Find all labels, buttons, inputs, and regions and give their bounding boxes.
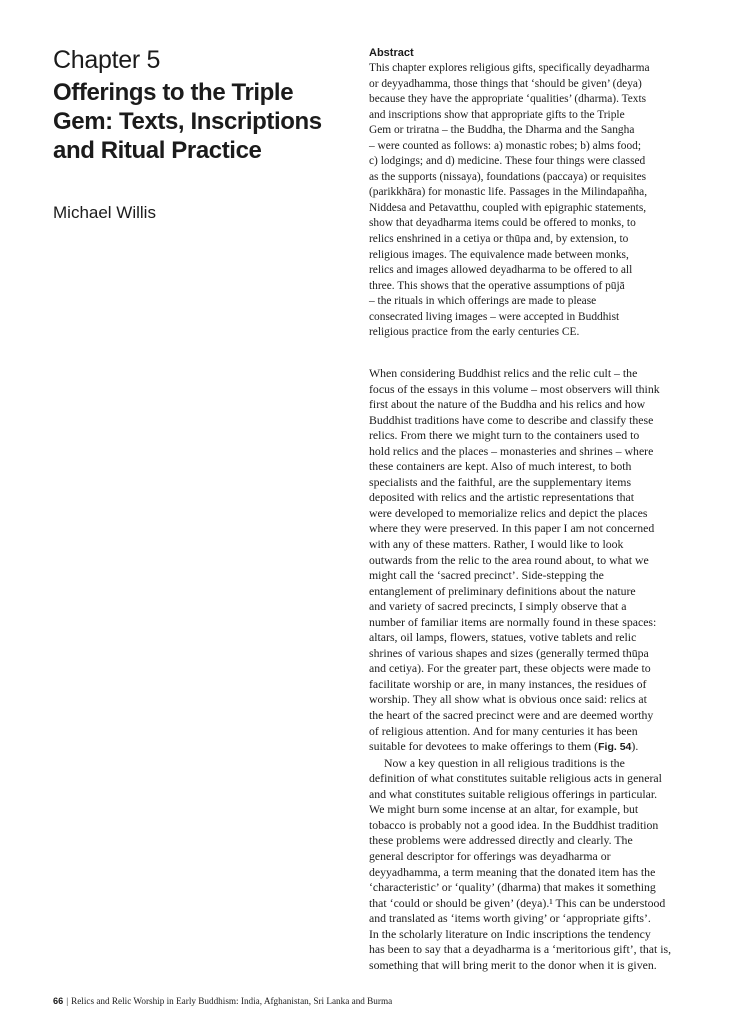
text-line: these containers are kept. Also of much interest, to both bbox=[369, 459, 632, 474]
figure-reference[interactable]: Fig. 54 bbox=[598, 741, 632, 754]
text-line: has been to say that a deyadharma is a ‘meritorious gift’, that is, bbox=[369, 942, 672, 957]
abstract-text bbox=[369, 61, 699, 341]
abstract-line: because they have the appropriate ‘qualities’ (dharma). Texts bbox=[369, 93, 647, 106]
text-line: were developed to memorialize relics and depict the places bbox=[369, 505, 648, 520]
text-line: altars, oil lamps, flowers, statues, votive tablets and relic bbox=[369, 630, 637, 645]
abstract-line: – were counted as follows: a) monastic robes; b) alms food; bbox=[369, 139, 642, 152]
text-line: these problems were addressed directly and clearly. The bbox=[369, 833, 633, 848]
chapter-heading-block bbox=[53, 46, 353, 223]
book-title: Relics and Relic Worship in Early Buddhism: India, Afghanistan, Sri Lanka and Burma bbox=[71, 996, 393, 1006]
abstract-line: – the rituals in which offerings are made to please bbox=[369, 295, 597, 308]
body-text bbox=[369, 366, 699, 973]
text-line: definition of what constitutes suitable religious acts in general bbox=[369, 771, 662, 786]
text-line: and cetiya). For the greater part, these objects were made to bbox=[369, 661, 651, 676]
chapter-title-line: Gem: Texts, Inscriptions bbox=[53, 108, 322, 135]
text-line: something that will bring merit to the donor when it is given. bbox=[369, 957, 657, 972]
text-line: tobacco is probably not a good idea. In the Buddhist tradition bbox=[369, 817, 659, 832]
paragraph-1 bbox=[369, 366, 699, 756]
text-line: facilitate worship or are, in many instances, the residues of bbox=[369, 676, 647, 691]
chapter-label: Chapter 5 bbox=[53, 46, 161, 74]
text-line: worship. They all show what is obvious once said: relics at bbox=[369, 692, 647, 707]
chapter-title bbox=[53, 78, 353, 165]
abstract-heading: Abstract bbox=[369, 47, 414, 59]
text-line: and translated as ‘items worth giving’ or ‘appropriate gifts’. bbox=[369, 911, 651, 926]
text-line: Now a key question in all religious traditions is the bbox=[384, 755, 625, 770]
abstract-line: c) lodgings; and d) medicine. These four things were classed bbox=[369, 155, 646, 168]
text-line: of religious attention. And for many centuries it has been bbox=[369, 723, 638, 738]
abstract-line: relics enshrined in a cetiya or thūpa and, by extension, to bbox=[369, 233, 629, 246]
text-line: entanglement of preliminary definitions about the nature bbox=[369, 583, 636, 598]
text-line: general descriptor for offerings was deyadharma or bbox=[369, 848, 611, 863]
abstract-line: consecrated living images – were accepted in Buddhist bbox=[369, 310, 620, 323]
abstract-line: and inscriptions show that appropriate gifts to the Triple bbox=[369, 108, 625, 121]
abstract-line: religious images. The equivalence made between monks, bbox=[369, 248, 629, 261]
text-line: In the scholarly literature on Indic inscriptions the tendency bbox=[369, 926, 651, 941]
author-name: Michael Willis bbox=[53, 203, 156, 222]
text-line: where they were preserved. In this paper I am not concerned bbox=[369, 521, 655, 536]
text-line: and what constitutes suitable religious offerings in particular. bbox=[369, 786, 658, 801]
text-line: focus of the essays in this volume – most observers will think bbox=[369, 381, 660, 396]
text-line: deposited with relics and the artistic representations that bbox=[369, 490, 635, 505]
text-line: relics. From there we might turn to the containers used to bbox=[369, 428, 640, 443]
abstract-line: three. This shows that the operative assumptions of pūjā bbox=[369, 279, 625, 292]
page-number: 66 bbox=[53, 996, 64, 1006]
text-line: might call the ‘sacred precinct’. Side-stepping the bbox=[369, 568, 604, 583]
text-line: We might burn some incense at an altar, for example, but bbox=[369, 802, 639, 817]
text-line: with any of these matters. Rather, I would like to look bbox=[369, 537, 624, 552]
text-line: that ‘could or should be given’ (deya).¹ This can be understood bbox=[369, 895, 666, 910]
abstract-line: relics and images allowed deyadharma to be offered to all bbox=[369, 264, 633, 277]
text-line: number of familiar items are normally found in these spaces: bbox=[369, 614, 657, 629]
paragraph-2 bbox=[369, 756, 699, 974]
abstract-line: or deyyadhamma, those things that ‘should be given’ (deya) bbox=[369, 77, 642, 90]
text-line: When considering Buddhist relics and the relic cult – the bbox=[369, 366, 638, 380]
text-line: Buddhist traditions have come to describe and classify these bbox=[369, 412, 654, 427]
text-line: deyyadhamma, a term meaning that the donated item has the bbox=[369, 864, 656, 879]
text-line: suitable for devotees to make offerings to them (Fig. 54). bbox=[369, 739, 639, 754]
text-line: first about the nature of the Buddha and his relics and how bbox=[369, 397, 646, 412]
abstract-line: Gem or triratna – the Buddha, the Dharma and the Sangha bbox=[369, 124, 635, 137]
abstract-line: religious practice from the early centuries CE. bbox=[369, 326, 580, 339]
text-line: specialists and the faithful, are the supplementary items bbox=[369, 474, 632, 489]
text-line: shrines of various shapes and sizes (generally termed thūpa bbox=[369, 645, 649, 660]
text-line: outwards from the relic to the area round about, to what we bbox=[369, 552, 649, 567]
text-line: hold relics and the places – monasteries and shrines – where bbox=[369, 443, 654, 458]
footer-separator: | bbox=[66, 996, 69, 1006]
abstract-line: show that deyadharma items could be offered to monks, to bbox=[369, 217, 636, 230]
text-line: the heart of the sacred precinct were and are deemed worthy bbox=[369, 708, 654, 723]
chapter-title-line: Offerings to the Triple bbox=[53, 79, 294, 106]
abstract-line: (parikkhāra) for monastic life. Passages in the Milindapañha, bbox=[369, 186, 648, 199]
abstract-line: Niddesa and Petavatthu, coupled with epigraphic statements, bbox=[369, 201, 647, 214]
text-line: and variety of sacred precincts, I simply observe that a bbox=[369, 599, 627, 614]
abstract-section bbox=[369, 46, 699, 341]
chapter-title-line: and Ritual Practice bbox=[53, 137, 262, 164]
abstract-line: This chapter explores religious gifts, specifically deyadharma bbox=[369, 62, 650, 74]
abstract-line: as the supports (nissaya), foundations (paccaya) or requisites bbox=[369, 170, 647, 183]
text-line: ‘characteristic’ or ‘quality’ (dharma) that makes it something bbox=[369, 880, 656, 895]
page-footer bbox=[53, 996, 392, 1006]
